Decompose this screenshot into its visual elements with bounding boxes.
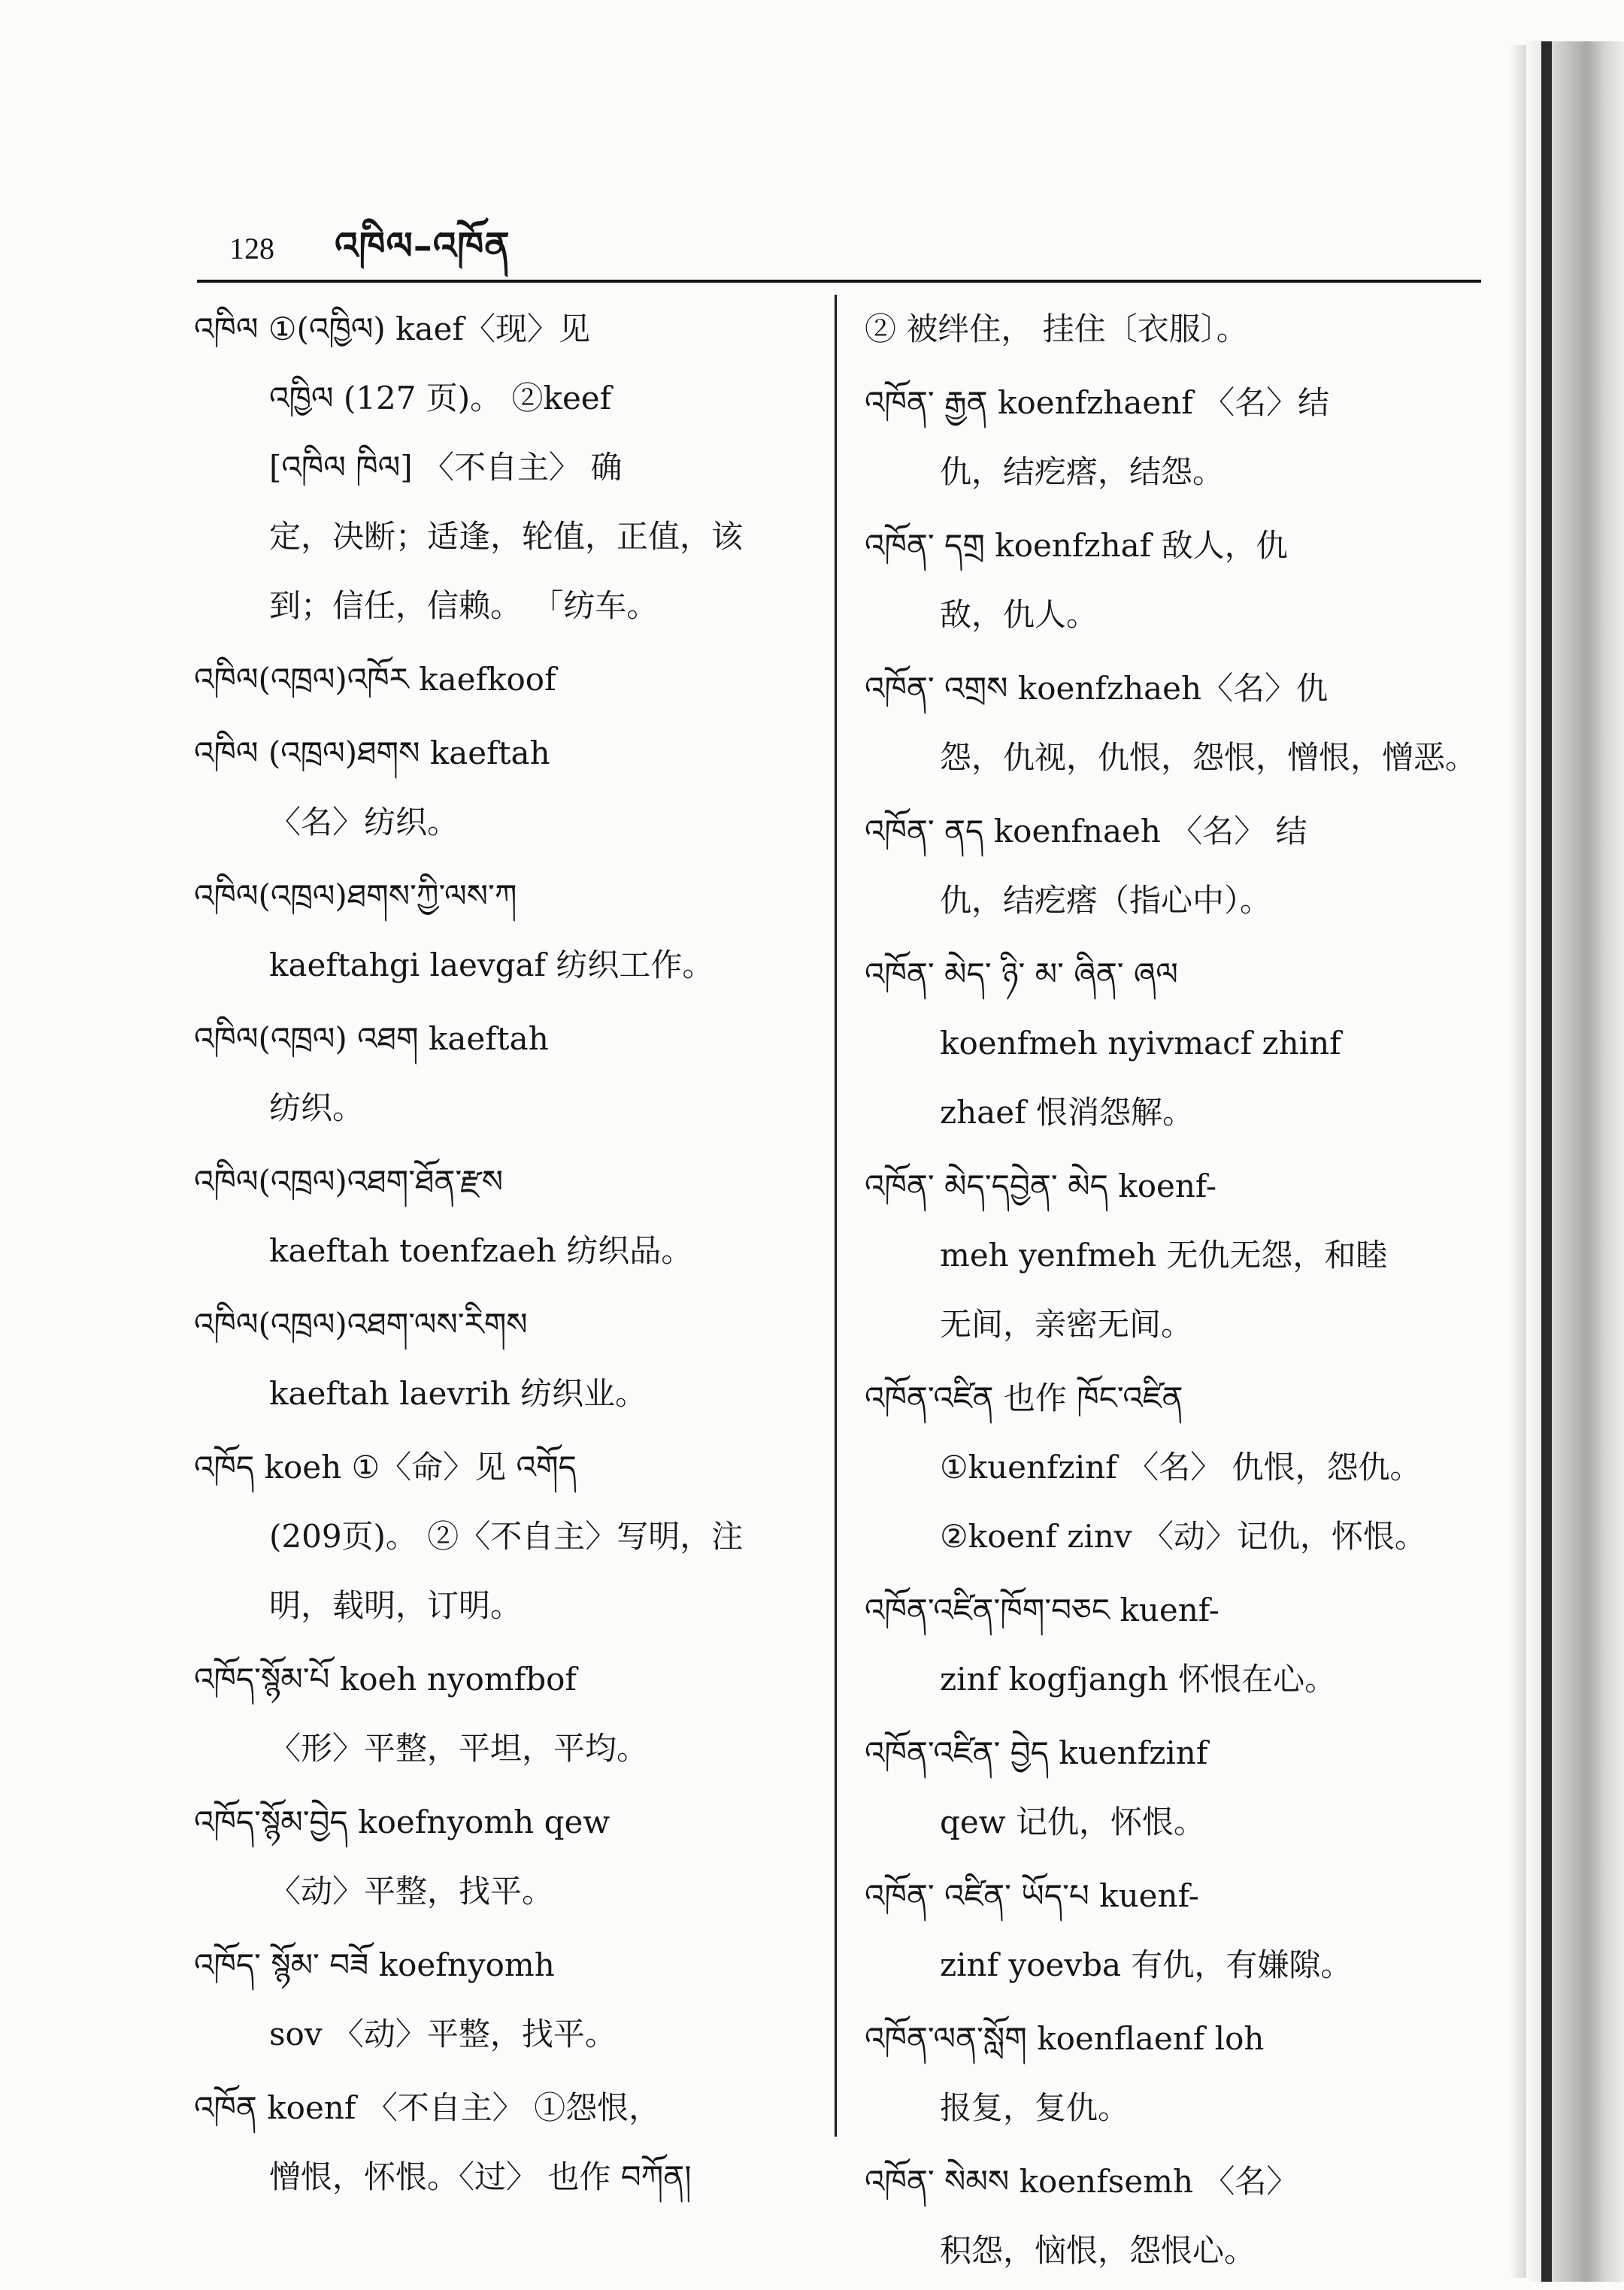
entry-headline: འཁོན་འཛིན 也作 ཁོང་འཛིན — [865, 1380, 1183, 1416]
page-number: 128 — [229, 232, 274, 265]
dictionary-entry — [194, 1290, 817, 1428]
dictionary-entry — [194, 1004, 817, 1143]
entry-headline: འཁོན་ མེད་ ཉི་ མ་ ཞིན་ ཞལ — [865, 956, 1178, 992]
entry-continuation: 敌，仇人。 — [940, 596, 1098, 633]
entry-headline: འཁིལ (འཁྲལ)ཐགས kaeftah — [194, 735, 550, 771]
dictionary-entry — [865, 1861, 1490, 2000]
entry-headline: འཁིལ(འཁྲལ) འཐག kaeftah — [194, 1020, 549, 1057]
entry-continuation: zinf kogfjangh 怀恨在心。 — [940, 1661, 1337, 1698]
entry-continuation: zhaef 恨消怨解。 — [940, 1094, 1194, 1131]
dictionary-entry — [194, 2073, 817, 2212]
entry-headline: འཁོད་སྙོམ་བྱེད koefnyomh qew — [194, 1804, 611, 1840]
entry-continuation: 憎恨，怀恨。〈过〉 也作 བཀོན། — [269, 2158, 692, 2195]
entry-headline: འཁོན་འཛིན་ཁོག་བཅང kuenf- — [865, 1592, 1220, 1628]
entry-continuation: ①kuenfzinf 〈名〉 仇恨，怨仇。 — [940, 1449, 1422, 1486]
dictionary-entry — [865, 1364, 1490, 1571]
dictionary-entry — [865, 2004, 1490, 2143]
entry-continuation: 定，决断；适逢，轮值，正值，该 — [269, 518, 744, 555]
entry-headline: འཁོན་ ནད koenfnaeh 〈名〉 结 — [865, 813, 1307, 850]
dictionary-entry — [194, 1433, 817, 1640]
entry-headline: འཁིལ(འཁྲལ)འཐག་ལས་རིགས — [194, 1306, 528, 1343]
column-divider — [835, 295, 837, 2137]
entry-continuation: ②koenf zinv 〈动〉记仇，怀恨。 — [940, 1518, 1426, 1555]
entry-headline: འཁོན་ དགྲ koenfzhaf 敌人，仇 — [865, 527, 1288, 564]
dictionary-entry — [865, 1152, 1490, 1359]
entry-headline: འཁོན་ལན་སློག koenflaenf loh — [865, 2020, 1265, 2057]
entry-headline: འཁོན་ འགྲས koenfzhaeh〈名〉仇 — [865, 670, 1329, 707]
entry-continuation: 仇，结疙瘩（指心中）。 — [940, 882, 1272, 919]
entry-continuation: 纺织。 — [269, 1089, 365, 1126]
entry-continuation: qew 记仇，怀恨。 — [940, 1804, 1206, 1840]
entry-continuation: (209页)。 ②〈不自主〉写明，注 — [269, 1518, 744, 1555]
dictionary-entry — [194, 645, 817, 714]
entry-continuation: meh yenfmeh 无仇无怨，和睦 — [940, 1237, 1388, 1274]
entry-continuation: koenfmeh nyivmacf zhinf — [940, 1025, 1341, 1062]
entry-headline: འཁོད་སྙོམ་པོ koeh nyomfbof — [194, 1661, 577, 1698]
entry-headline: འཁོན་ སེམས koenfsemh 〈名〉 — [865, 2163, 1298, 2200]
dictionary-entry — [865, 1719, 1490, 1857]
header-rule — [197, 280, 1481, 283]
entry-continuation: 仇，结疙瘩，结怨。 — [940, 453, 1225, 490]
entry-continuation: འཁྱིལ (127 页)。 ②keef — [269, 380, 612, 417]
entry-continuation: 〈形〉平整，平坦，平均。 — [269, 1730, 649, 1767]
dictionary-entry — [194, 862, 817, 1000]
entry-continuation: [འཁིལ ཁིལ] 〈不自主〉 确 — [269, 449, 623, 486]
header-range: འཁིལ–འཁོན — [335, 224, 511, 268]
entry-continuation: kaeftah toenfzaeh 纺织品。 — [269, 1232, 693, 1269]
entry-headline: འཁིལ(འཁྲལ)འཐག་ཐོན་རྫས — [194, 1163, 504, 1200]
entry-headline: འཁོན་ མེད་དབྱེན་ མེད koenf- — [865, 1168, 1217, 1204]
dictionary-entry — [865, 797, 1490, 935]
entry-headline: འཁོན་ རྒྱན koenfzhaenf 〈名〉结 — [865, 384, 1330, 421]
entry-headline: འཁོད་ སྙོམ་ བཟོ koefnyomh — [194, 1946, 555, 1983]
dictionary-entry — [865, 940, 1490, 1147]
dictionary-entry — [865, 2147, 1490, 2285]
dictionary-entry — [865, 295, 1490, 364]
entry-continuation: 怨，仇视，仇恨，怨恨，憎恨，憎恶。 — [940, 739, 1477, 776]
dictionary-entry — [194, 1788, 817, 1926]
entry-headline: ② 被绊住， 挂住〔衣服〕。 — [865, 310, 1248, 347]
entry-continuation: 到；信任，信赖。 「纺车。 — [269, 587, 659, 624]
page-header — [229, 204, 511, 268]
entry-continuation: 报复，复仇。 — [940, 2089, 1130, 2126]
dictionary-entry — [865, 511, 1490, 650]
left-column — [194, 295, 817, 2216]
entry-continuation: zinf yoevba 有仇，有嫌隙。 — [940, 1946, 1353, 1983]
entry-continuation: 明，载明，订明。 — [269, 1587, 523, 1624]
right-column — [865, 295, 1490, 2290]
entry-headline: འཁོན་འཛིན་ བྱེད kuenfzinf — [865, 1734, 1208, 1771]
entry-continuation: kaeftahgi laevgaf 纺织工作。 — [269, 947, 714, 983]
binding-gutter-line — [1541, 41, 1552, 2282]
entry-continuation: 〈名〉纺织。 — [269, 804, 459, 841]
dictionary-entry — [194, 719, 817, 857]
dictionary-entry — [865, 654, 1490, 792]
entry-headline: འཁོན་ འཛིན་ ཡོད་པ kuenf- — [865, 1877, 1199, 1914]
dictionary-entry — [194, 1147, 817, 1286]
dictionary-entry — [194, 295, 817, 641]
entry-headline: འཁིལ(འཁྲལ)འཁོར kaefkoof — [194, 661, 556, 698]
entry-continuation: 〈动〉平整，找平。 — [269, 1873, 554, 1910]
dictionary-entry — [865, 368, 1490, 507]
entry-continuation: sov 〈动〉平整，找平。 — [269, 2016, 617, 2052]
entry-continuation: kaeftah laevrih 纺织业。 — [269, 1375, 647, 1412]
entry-headline: འཁོད koeh ①〈命〉见 འགོད — [194, 1449, 577, 1486]
entry-headline: འཁོན koenf 〈不自主〉 ①怨恨， — [194, 2089, 661, 2126]
entry-continuation: 积怨，恼恨，怨恨心。 — [940, 2232, 1256, 2269]
entry-continuation: 无间，亲密无间。 — [940, 1306, 1193, 1343]
dictionary-entry — [194, 1645, 817, 1783]
binding-shadow — [1510, 45, 1526, 2278]
entry-headline: འཁིལ(འཁྲལ)ཐགས་ཀྱི་ལས་ཀ — [194, 877, 517, 914]
entry-headline: འཁིལ ①(འཁྱིལ) kaef〈现〉见 — [194, 310, 591, 347]
dictionary-entry — [194, 1931, 817, 2069]
dictionary-entry — [865, 1576, 1490, 1714]
